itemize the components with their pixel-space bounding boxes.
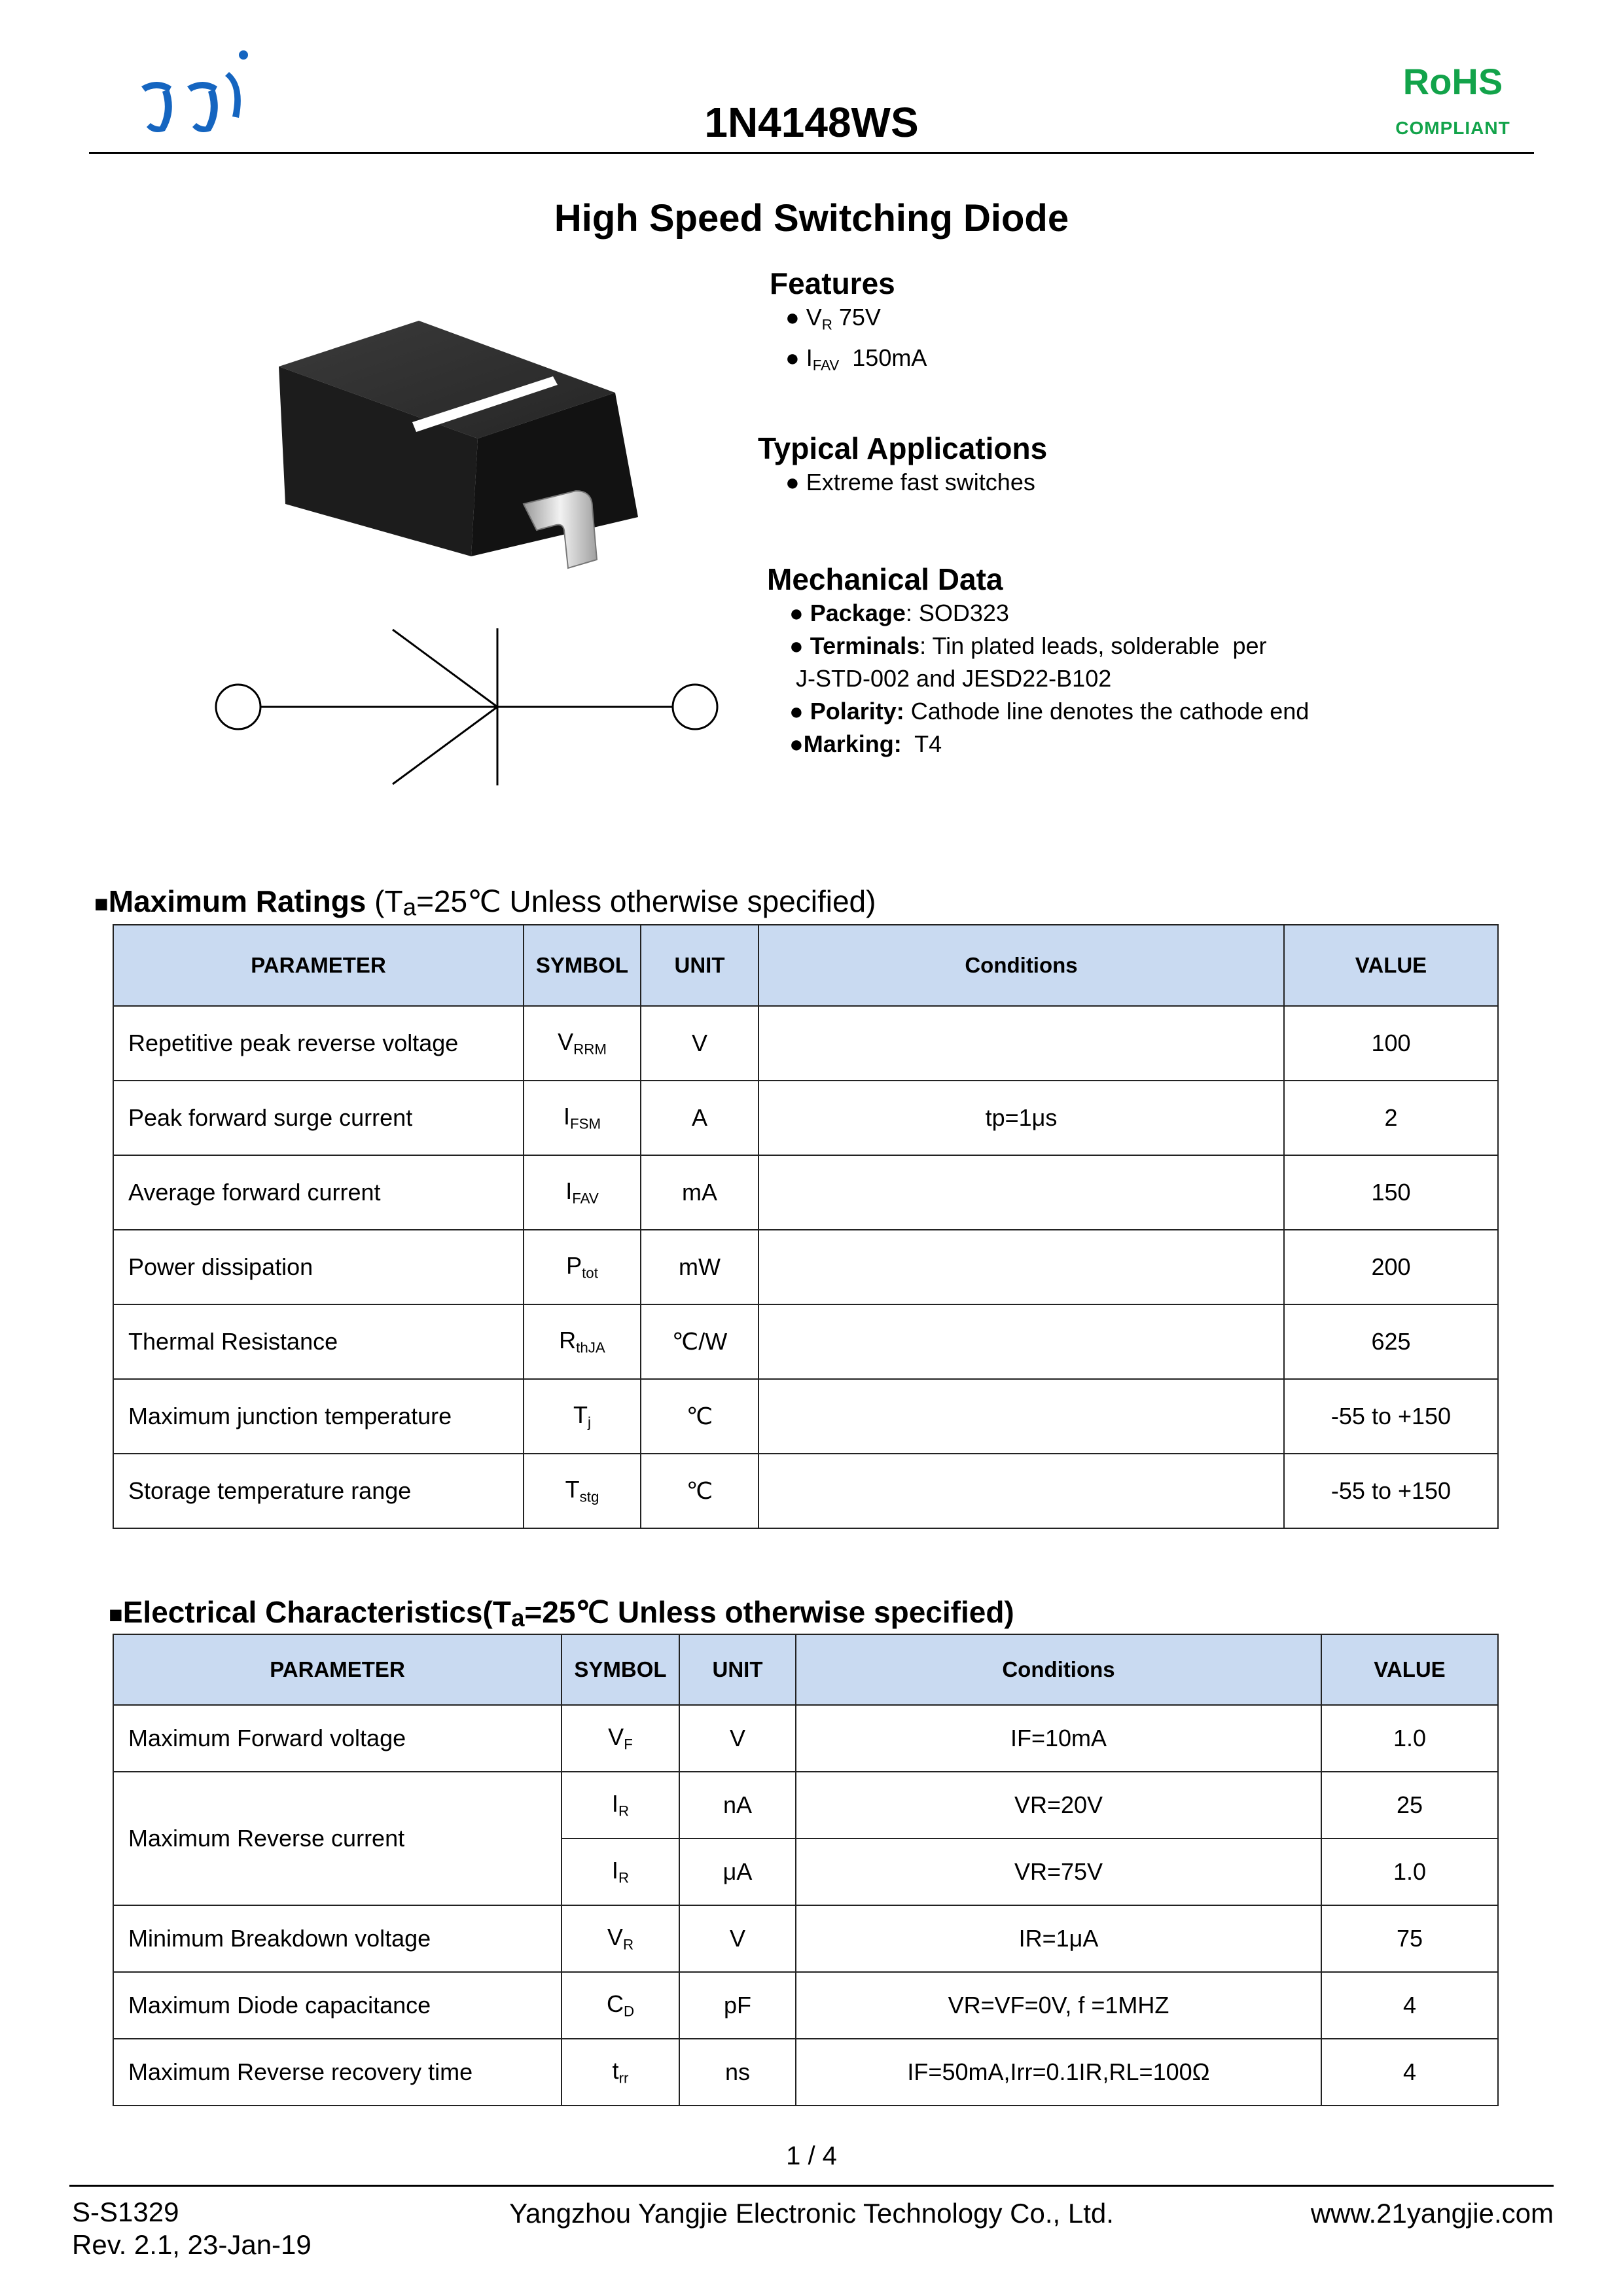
cell-unit: ns [679, 2039, 796, 2106]
cell-cond: IR=1μA [796, 1905, 1321, 1972]
mech-terminals: ● Terminals: Tin plated leads, solderable per [789, 632, 1267, 659]
table-row [113, 1454, 1498, 1528]
table-row [113, 1905, 1498, 1972]
cell-unit: A [641, 1081, 758, 1155]
table-row [113, 1081, 1498, 1155]
col-conditions: Conditions [758, 925, 1284, 1006]
col-parameter: PARAMETER [113, 1634, 562, 1705]
revision: Rev. 2.1, 23-Jan-19 [72, 2229, 312, 2260]
cell-symbol: $T_{stg}$ [524, 1454, 641, 1528]
website-link[interactable]: www.21yangjie.com [1310, 2198, 1554, 2229]
max-ratings-table [113, 924, 1499, 1529]
col-value: VALUE [1284, 925, 1498, 1006]
cell-symbol: $P_{tot}$ [524, 1230, 641, 1304]
mech-terminals-cont: J-STD-002 and JESD22-B102 [796, 665, 1112, 692]
cell-unit: V [641, 1006, 758, 1081]
cell-value: 100 [1284, 1006, 1498, 1081]
rohs-badge: RoHS [1402, 61, 1503, 102]
col-symbol: SYMBOL [524, 925, 641, 1006]
mechanical-list [789, 597, 1309, 761]
cell-param: Maximum Reverse recovery time [113, 2039, 562, 2106]
cell-cond: VR=75V [796, 1839, 1321, 1905]
table-header-row [113, 1634, 1498, 1705]
cell-symbol: $V_F$ [562, 1705, 679, 1772]
col-conditions: Conditions [796, 1634, 1321, 1705]
cell-symbol: $T_j$ [524, 1379, 641, 1454]
cell-unit: mW [641, 1230, 758, 1304]
max-ratings-heading: ■Maximum Ratings ($T_a=25℃$ Unless otherwise specified) [94, 884, 876, 921]
feature-item-ifav: ● $I_{FAV}$ 150mA [785, 344, 927, 374]
table-header-row [113, 925, 1498, 1006]
cell-unit: ℃ [641, 1454, 758, 1528]
cell-value: 1.0 [1321, 1839, 1498, 1905]
page-number: 1 / 4 [786, 2142, 837, 2170]
mech-polarity: ● Polarity: Cathode line denotes the cathode end [789, 698, 1310, 725]
diode-symbol [209, 622, 733, 792]
cell-value: 2 [1284, 1081, 1498, 1155]
table-row [113, 1772, 1498, 1839]
company-name: Yangzhou Yangjie Electronic Technology Co., Ltd. [509, 2198, 1114, 2229]
cell-value: 625 [1284, 1304, 1498, 1379]
cell-param: Maximum Diode capacitance [113, 1972, 562, 2039]
features-heading: Features [770, 266, 895, 300]
application-item: ● Extreme fast switches [785, 469, 1035, 495]
cell-param: Storage temperature range [113, 1454, 524, 1528]
cell-value: 200 [1284, 1230, 1498, 1304]
table-row [113, 1304, 1498, 1379]
mech-package: ● Package: SOD323 [789, 600, 1009, 626]
cell-param: Average forward current [113, 1155, 524, 1230]
table-row [113, 1230, 1498, 1304]
cell-cond: tp=1μs [758, 1081, 1284, 1155]
cell-param: Maximum Reverse current [113, 1772, 562, 1905]
cell-symbol: $R_{thJA}$ [524, 1304, 641, 1379]
cell-param: Maximum Forward voltage [113, 1705, 562, 1772]
col-value: VALUE [1321, 1634, 1498, 1705]
cell-cond: VR=20V [796, 1772, 1321, 1839]
footer-rule [69, 2185, 1554, 2187]
cell-value: 1.0 [1321, 1705, 1498, 1772]
applications-heading: Typical Applications [758, 431, 1048, 465]
cell-symbol: $t_{rr}$ [562, 2039, 679, 2106]
cell-cond [758, 1304, 1284, 1379]
cell-value: -55 to +150 [1284, 1379, 1498, 1454]
cell-unit: ℃ [641, 1379, 758, 1454]
cell-param: Peak forward surge current [113, 1081, 524, 1155]
cell-param: Minimum Breakdown voltage [113, 1905, 562, 1972]
cell-cond: IF=10mA [796, 1705, 1321, 1772]
features-list [785, 301, 927, 382]
cell-value: 4 [1321, 2039, 1498, 2106]
cell-param: Power dissipation [113, 1230, 524, 1304]
cell-unit: V [679, 1905, 796, 1972]
cell-cond [758, 1379, 1284, 1454]
table-row [113, 1155, 1498, 1230]
document-title: High Speed Switching Diode [554, 197, 1069, 240]
col-unit: UNIT [641, 925, 758, 1006]
cell-symbol: $I_{FAV}$ [524, 1155, 641, 1230]
cell-symbol: $V_{RRM}$ [524, 1006, 641, 1081]
cell-symbol: $I_{FSM}$ [524, 1081, 641, 1155]
table-row [113, 1006, 1498, 1081]
cell-param: Thermal Resistance [113, 1304, 524, 1379]
cell-unit: mA [641, 1155, 758, 1230]
mechanical-heading: Mechanical Data [767, 562, 1003, 596]
table-row [113, 1379, 1498, 1454]
cell-unit: μA [679, 1839, 796, 1905]
cell-symbol: $V_R$ [562, 1905, 679, 1972]
col-unit: UNIT [679, 1634, 796, 1705]
cell-param: Repetitive peak reverse voltage [113, 1006, 524, 1081]
rohs-compliant-label: COMPLIANT [1395, 118, 1510, 138]
header-rule [89, 152, 1534, 154]
cell-cond [758, 1006, 1284, 1081]
cell-value: 150 [1284, 1155, 1498, 1230]
table-row [113, 2039, 1498, 2106]
cell-unit: V [679, 1705, 796, 1772]
table-row [113, 1705, 1498, 1772]
cell-symbol: $I_R$ [562, 1772, 679, 1839]
applications-list [785, 466, 1035, 499]
table-row [113, 1972, 1498, 2039]
package-image [262, 308, 654, 609]
cell-value: 4 [1321, 1972, 1498, 2039]
elec-chars-heading: ■Electrical $Characteristics(T_a=25℃$ Unless otherwise specified) [109, 1595, 1014, 1632]
feature-item-vr: ● $V_R$ 75V [785, 304, 881, 333]
cell-value: 75 [1321, 1905, 1498, 1972]
cell-cond [758, 1155, 1284, 1230]
cell-unit: pF [679, 1972, 796, 2039]
cell-value: 25 [1321, 1772, 1498, 1839]
cell-cond: VR=VF=0V, f =1MHZ [796, 1972, 1321, 2039]
cell-param: Maximum junction temperature [113, 1379, 524, 1454]
cell-symbol: $I_R$ [562, 1839, 679, 1905]
part-number: 1N4148WS [704, 99, 919, 146]
mech-marking: ●Marking: T4 [789, 730, 942, 757]
col-parameter: PARAMETER [113, 925, 524, 1006]
cell-value: -55 to +150 [1284, 1454, 1498, 1528]
cell-unit: ℃/W [641, 1304, 758, 1379]
cell-unit: nA [679, 1772, 796, 1839]
cell-cond: IF=50mA,Irr=0.1IR,RL=100Ω [796, 2039, 1321, 2106]
cell-cond [758, 1230, 1284, 1304]
col-symbol: SYMBOL [562, 1634, 679, 1705]
cell-symbol: $C_D$ [562, 1972, 679, 2039]
cell-cond [758, 1454, 1284, 1528]
elec-chars-table [113, 1634, 1499, 2106]
doc-number: S-S1329 [72, 2197, 179, 2227]
